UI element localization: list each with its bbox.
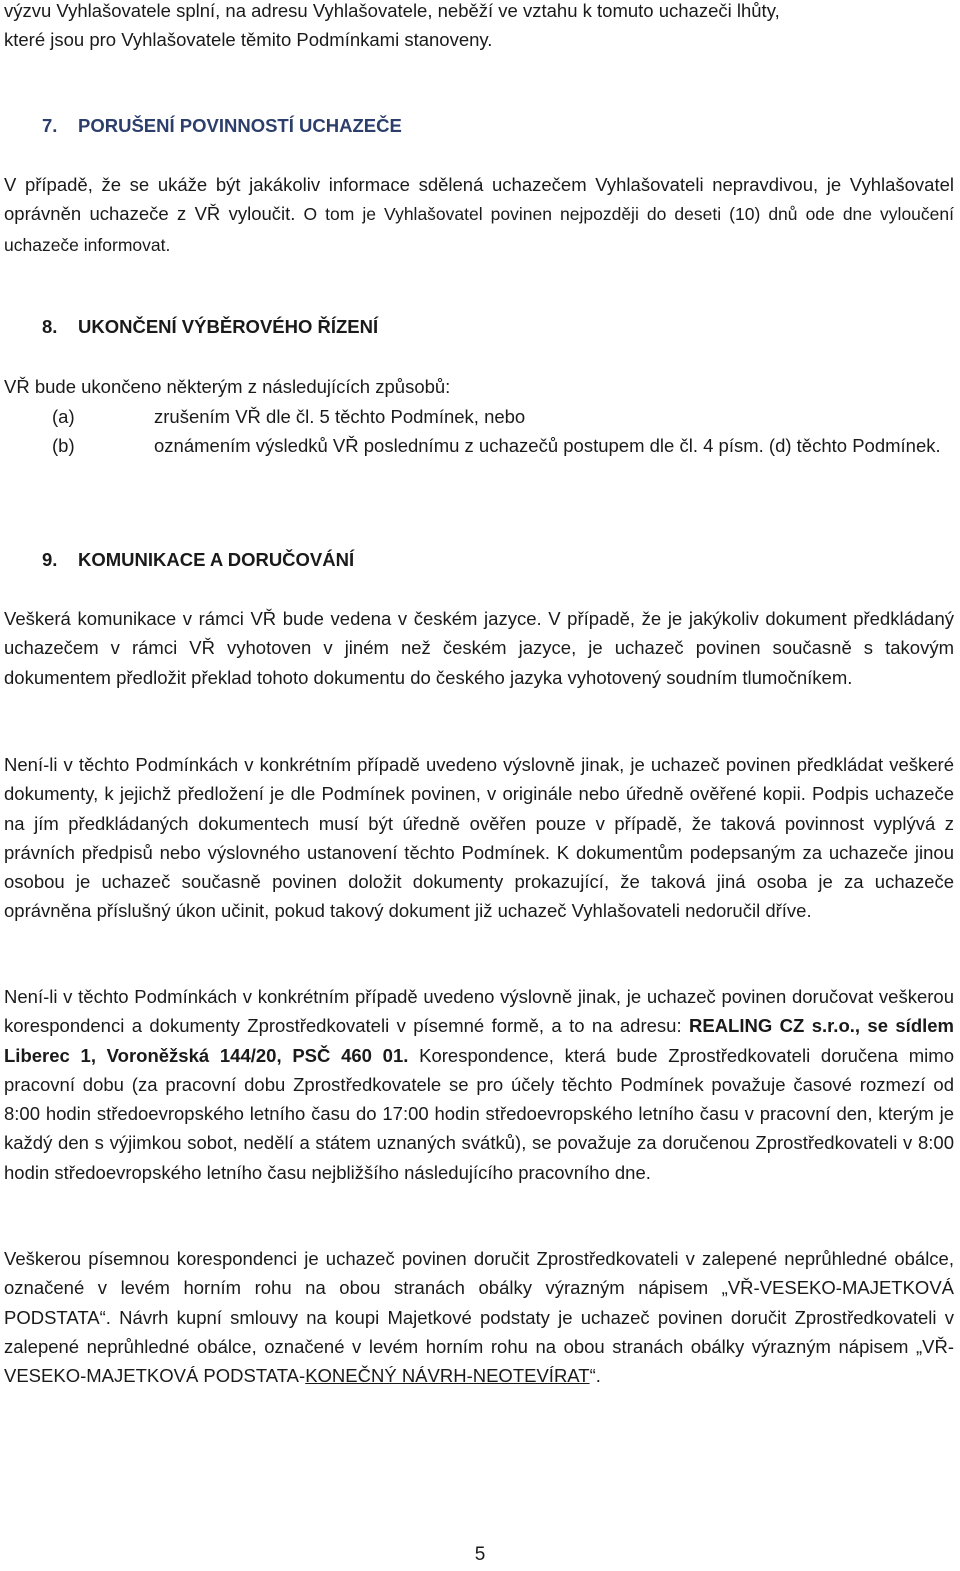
section-7-paragraph bbox=[4, 170, 954, 260]
section-7-text-part2: O tom je Vyhlašovatel povinen nejpozději do deseti (10) dnů ode dne vyloučení uchazeče informovat. bbox=[4, 204, 954, 255]
section-9-paragraph-2: Není-li v těchto Podmínkách v konkrétním případě uvedeno výslovně jinak, je uchazeč povinen předkládat veškeré dokumenty, k jejichž předložení je dle Podmínek povinen, v originále nebo úředně ověřené kopii. Podpis uchazeče na jím předkládaných dokumentech musí být úředně ověřen pouze v případě, že taková povinnost vyplývá z právních předpisů nebo výslovného ustanovení těchto Podmínek. K dokumentům podepsaným za uchazeče jinou osobou je uchazeč současně povinen doložit dokumenty prokazující, že taková jiná osoba je za uchazeče oprávněna příslušný úkon učinit, pokud takový dokument již uchazeč Vyhlašovateli nedoručil dříve. bbox=[4, 754, 954, 922]
section-8-intro: VŘ bude ukončeno některým z následujících způsobů: bbox=[4, 376, 451, 397]
paragraph-3-end: Korespondence, která bude Zprostředkovateli doručena mimo pracovní dobu (za pracovní dobu Zprostředkovatele se pro účely těchto Podmínek považuje časové rozmezí od 8:00 hodin středoevropského letního času do 17:00 hodin středoevropského letního času v pracovní den, kterým je každý den s výjimkou sobot, nedělí a státem uznaných svátků), se považuje za doručenou Zprostředkovateli v 8:00 hodin středoevropského letního času nejbližšího následujícího pracovního dne. bbox=[4, 1044, 954, 1183]
section-7-text-part1: V případě, že se ukáže být jakákoliv informace sdělená uchazečem Vyhlašovateli nepravdivou, je Vyhlašovatel oprávněn uchazeče z VŘ vyloučit. bbox=[4, 174, 954, 225]
list-item-a bbox=[52, 402, 954, 432]
list-marker-b: (b) bbox=[52, 435, 75, 456]
section-7-title: PORUŠENÍ POVINNOSTÍ UCHAZEČE bbox=[78, 115, 402, 136]
section-8-title: UKONČENÍ VÝBĚROVÉHO ŘÍZENÍ bbox=[78, 316, 379, 337]
section-9-number: 9. bbox=[42, 549, 58, 570]
intro-line-2: které jsou pro Vyhlašovatele těmito Podmínkami stanoveny. bbox=[4, 29, 493, 51]
page-number: 5 bbox=[474, 1544, 486, 1565]
list-item-b bbox=[52, 431, 954, 491]
paragraph-4-start: Veškerou písemnou korespondenci je uchazeč povinen doručit Zprostředkovateli v zalepené neprůhledné obálce, označené v levém horním rohu na obou stranách obálky výrazným nápisem „VŘ-VESEKO-MAJETKOVÁ PODSTATA“. Návrh kupní smlouvy na koupi Majetkové podstaty je uchazeč povinen doručit Zprostředkovateli v zalepené neprůhledné obálce, označené v levém horním rohu na obou stranách obálky výrazným nápisem „VŘ-VESEKO-MAJETKOVÁ PODSTATA- bbox=[4, 1248, 954, 1387]
intro-line-1: výzvu Vyhlašovatele splní, na adresu Vyhlašovatele, neběží ve vztahu k tomuto uchazeči lhůty, bbox=[4, 0, 780, 21]
list-text-a: zrušením VŘ dle čl. 5 těchto Podmínek, nebo bbox=[154, 406, 526, 427]
list-text-b: oznámením výsledků VŘ poslednímu z uchazečů postupem dle čl. 4 písm. (d) těchto Podmínek. bbox=[154, 435, 941, 456]
section-8-number: 8. bbox=[42, 316, 58, 337]
section-9-paragraph-4 bbox=[4, 1244, 954, 1390]
address-text: REALING CZ s.r.o., se sídlem Liberec 1, Voroněžská 144/20, PSČ 460 01. bbox=[4, 1015, 955, 1066]
section-9-paragraph-3 bbox=[4, 982, 954, 1187]
section-9-title: KOMUNIKACE A DORUČOVÁNÍ bbox=[78, 549, 355, 570]
section-8-heading bbox=[42, 315, 378, 339]
list-marker-a: (a) bbox=[52, 406, 75, 427]
section-9-paragraph-1: Veškerá komunikace v rámci VŘ bude vedena v českém jazyce. V případě, že je jakýkoliv dokument předkládaný uchazečem v rámci VŘ vyhotoven v jiném než českém jazyce, je uchazeč povinen současně s takovým dokumentem předložit překlad tohoto dokumentu do českého jazyka vyhotovený soudním tlumočníkem. bbox=[4, 608, 954, 688]
intro-paragraph bbox=[4, 0, 954, 55]
section-9-heading bbox=[42, 548, 354, 572]
section-7-heading bbox=[42, 114, 402, 138]
underlined-label: KONEČNÝ NÁVRH-NEOTEVÍRAT bbox=[305, 1365, 590, 1387]
section-7-number: 7. bbox=[42, 115, 58, 136]
paragraph-3-start: Není-li v těchto Podmínkách v konkrétním případě uvedeno výslovně jinak, je uchazeč povinen doručovat veškerou korespondenci a dokumenty Zprostředkovateli v písemné formě, a to na adresu: bbox=[4, 986, 954, 1037]
paragraph-4-end: “. bbox=[589, 1365, 601, 1387]
